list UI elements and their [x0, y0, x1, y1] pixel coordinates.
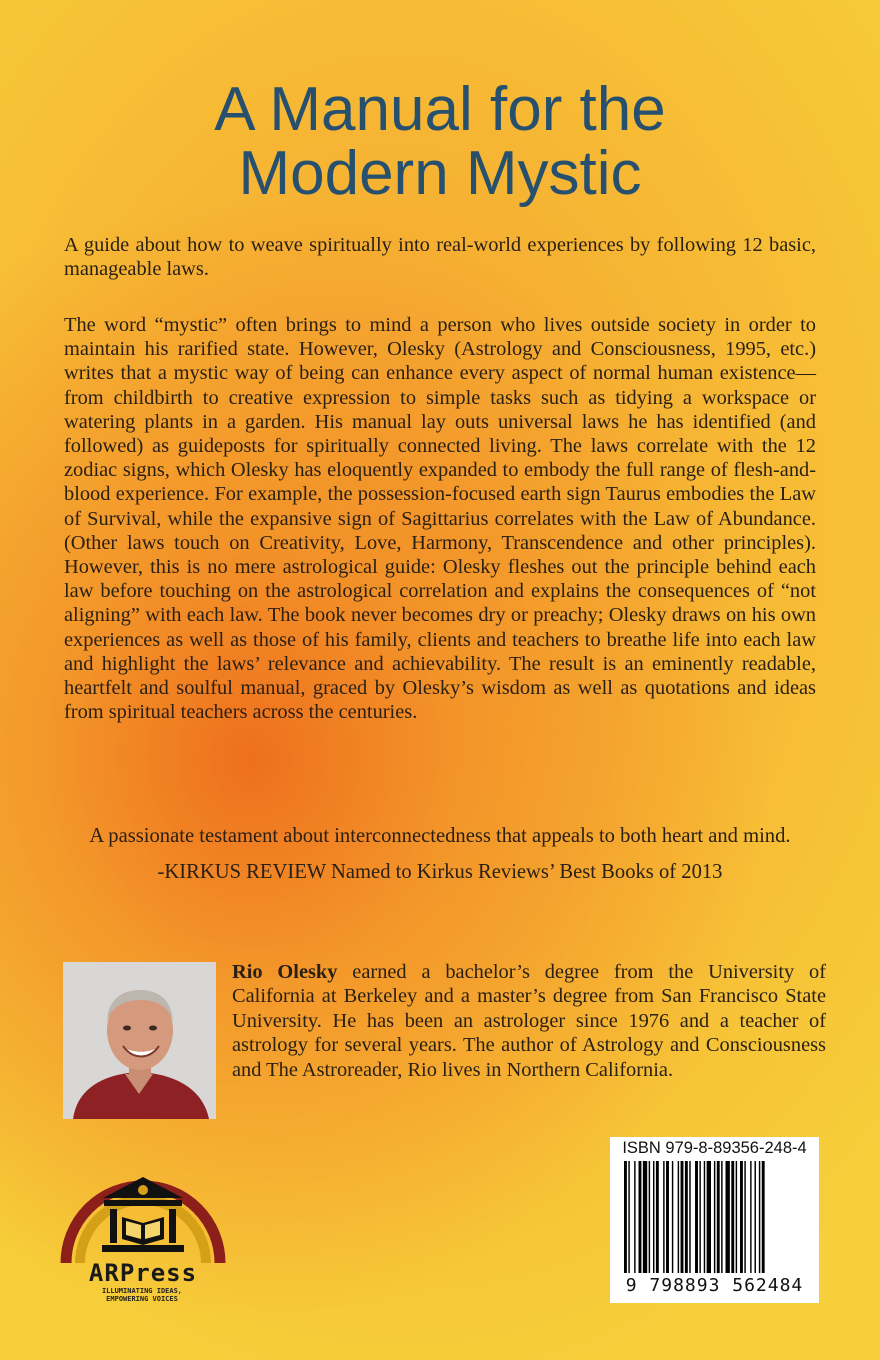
title-line-1: A Manual for the: [214, 75, 666, 144]
author-name: Rio Olesky: [232, 961, 338, 983]
publisher-emblem-icon: [60, 1135, 245, 1265]
publisher-name: ARPress: [88, 1259, 198, 1287]
publisher-tagline-line-2: EMPOWERING VOICES: [106, 1295, 178, 1303]
publisher-tagline: [72, 1287, 212, 1303]
isbn-digits: 9 798893 562484: [625, 1275, 804, 1296]
lead-paragraph: A guide about how to weave spiritually into real-world experiences by following 12 basic, manageable laws.: [64, 234, 816, 281]
pull-quote: A passionate testament about interconnectedness that appeals to both heart and mind.: [89, 825, 791, 847]
book-title: [0, 75, 880, 208]
title-line-2: Modern Mystic: [238, 139, 642, 208]
publisher-tagline-line-1: ILLUMINATING IDEAS,: [101, 1287, 183, 1295]
author-bio-text: earned a bachelor’s degree from the University of California at Berkeley and a master’s degree from San Francisco State University. He has been an astrologer since 1976 and a teacher of astrology for several years. The author of Astrology and Consciousness and The Astroreader, Rio lives in Northern California.: [232, 961, 826, 1081]
author-photo: [63, 962, 216, 1119]
review-paragraph: The word “mystic” often brings to mind a person who lives outside society in order to maintain his rarified state. However, Olesky (Astrology and Consciousness, 1995, etc.) writes that a mystic way of being can enhance every aspect of normal human existence—from childbirth to creative expression to simple tasks such as tidying a workspace or watering plants in a garden. His manual lay outs universal laws he has identified (and followed) as guideposts for spiritually connected living. The laws correlate with the 12 zodiac signs, which Olesky has eloquently expanded to embody the full range of flesh-and-blood experience. For example, the possession-focused earth sign Taurus embodies the Law of Survival, while the expansive sign of Sagittarius correlates with the Law of Abundance. (Other laws touch on Creativity, Love, Harmony, Transcendence and other principles). However, this is no mere astrological guide: Olesky fleshes out the principle behind each law before touching on the astrological correlation and explains the consequences of “not aligning” with each law. The book never becomes dry or preachy; Olesky draws on his own experiences as well as those of his family, clients and teachers to breathe life into each law and highlight the laws’ relevance and achievability. The result is an eminently readable, heartfelt and soulful manual, graced by Olesky’s wisdom as well as quotations and ideas from spiritual teachers across the centuries.: [64, 314, 816, 724]
isbn-label: ISBN 979-8-89356-248-4: [622, 1139, 807, 1157]
author-bio: [232, 960, 826, 1082]
publisher-logo: [60, 1135, 245, 1345]
isbn-barcode: [610, 1137, 819, 1303]
quote-credit: -KIRKUS REVIEW Named to Kirkus Reviews’ Best Books of 2013: [157, 861, 723, 883]
barcode-bars: [624, 1161, 805, 1275]
